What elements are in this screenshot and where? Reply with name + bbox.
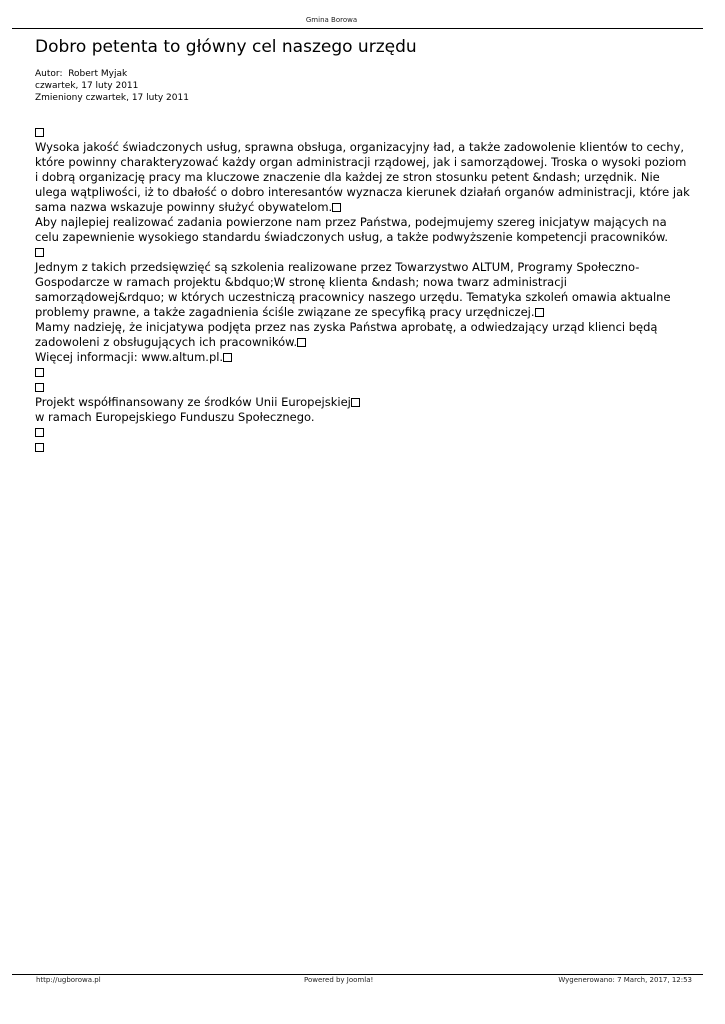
body-paragraph xyxy=(35,350,690,365)
body-paragraph xyxy=(35,140,690,215)
missing-glyph-icon xyxy=(35,248,44,257)
paragraph-text: Mamy nadzieję, że inicjatywa podjęta przez nas zyska Państwa aprobatę, a odwiedzający urząd klienci będą zadowoleni z obsługujących ich pracowników. xyxy=(35,320,658,349)
missing-glyph-icon xyxy=(35,368,44,377)
missing-glyph-icon xyxy=(535,308,544,317)
footer-powered-by: Powered by Joomla! xyxy=(304,976,374,984)
missing-glyph-icon xyxy=(297,338,306,347)
paragraph-text: Projekt współfinansowany ze środków Unii Europejskiej xyxy=(35,395,351,409)
missing-glyph-icon xyxy=(35,443,44,452)
placeholder-glyph xyxy=(35,365,690,380)
paragraph-text: Jednym z takich przedsięwzięć są szkolenia realizowane przez Towarzystwo ALTUM, Programy Społeczno-Gospodarcze w ramach projektu &bdquo;W stronę klienta &ndash; nowa twarz administracji samorządowej&rdquo; w których uczestniczą pracownicy naszego urzędu. Tematyka szkoleń omawia aktualne problemy prawne, a także zagadnienia ściśle związane ze specyfiką pracy urzędniczej. xyxy=(35,260,671,319)
placeholder-glyph xyxy=(35,425,690,440)
body-paragraph xyxy=(35,410,690,425)
body-paragraph xyxy=(35,320,690,350)
site-name: Gmina Borowa xyxy=(305,16,358,24)
missing-glyph-icon xyxy=(35,128,44,137)
placeholder-glyph xyxy=(35,440,690,455)
missing-glyph-icon xyxy=(351,398,360,407)
paragraph-text: Aby najlepiej realizować zadania powierzone nam przez Państwa, podejmujemy szereg inicjatyw mających na celu zapewnienie wysokiego standardu świadczonych usług, a także podwyższenie kompetencji pracowników. xyxy=(35,215,669,244)
placeholder-glyph xyxy=(35,245,690,260)
body-paragraph xyxy=(35,260,690,320)
header-divider xyxy=(12,28,703,29)
placeholder-glyph xyxy=(35,125,690,140)
placeholder-glyph xyxy=(35,380,690,395)
paragraph-text: Wysoka jakość świadczonych usług, sprawna obsługa, organizacyjny ład, a także zadowolenie klientów to cechy, które powinny charakteryzować każdy organ administracji rządowej, jak i samorządowej. Troska o wysoki poziom i dobrą organizację pracy ma kluczowe znaczenie dla każdej ze stron stosunku petent &ndash; urzędnik. Nie ulega wątpliwości, iż to dbałość o dobro interesantów wyznacza kierunek działań organów administracji, które jak sama nazwa wskazuje powinny służyć obywatelom. xyxy=(35,140,690,214)
footer-generated: Wygenerowano: 7 March, 2017, 12:53 xyxy=(558,976,692,984)
article-title: Dobro petenta to główny cel naszego urzędu xyxy=(35,37,417,57)
missing-glyph-icon xyxy=(332,203,341,212)
missing-glyph-icon xyxy=(223,353,232,362)
missing-glyph-icon xyxy=(35,383,44,392)
article-body xyxy=(35,125,690,455)
article-modified: Zmieniony czwartek, 17 luty 2011 xyxy=(35,93,189,103)
footer-url: http://ugborowa.pl xyxy=(36,976,101,984)
article-date: czwartek, 17 luty 2011 xyxy=(35,81,139,91)
footer-divider xyxy=(12,974,703,975)
body-paragraph xyxy=(35,215,690,245)
missing-glyph-icon xyxy=(35,428,44,437)
paragraph-text: Więcej informacji: www.altum.pl. xyxy=(35,350,224,364)
article-author: Autor: Robert Myjak xyxy=(35,69,128,79)
body-paragraph xyxy=(35,395,690,410)
paragraph-text: w ramach Europejskiego Funduszu Społecznego. xyxy=(35,410,315,424)
article-meta xyxy=(35,68,189,104)
